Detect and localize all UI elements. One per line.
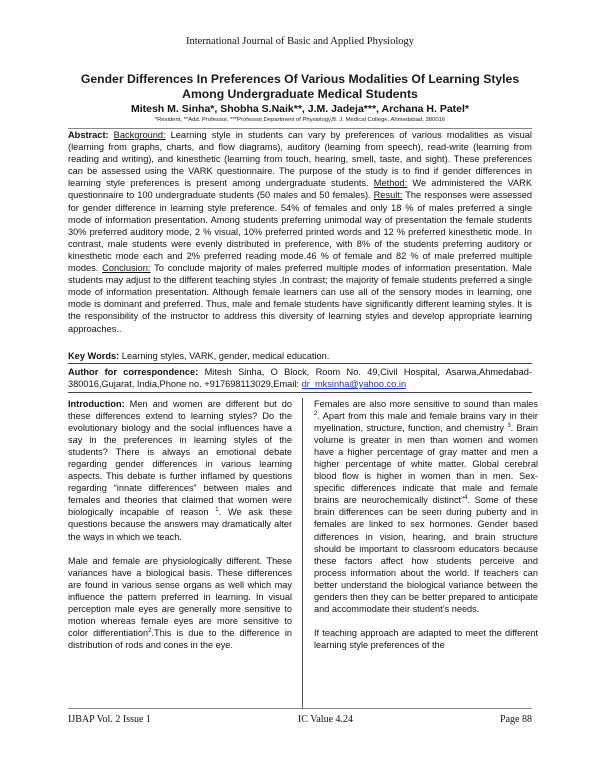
citation-3: 3	[507, 423, 511, 430]
abstract-label: Abstract:	[68, 130, 109, 140]
physiology-paragraph	[68, 555, 292, 651]
background-label: Background:	[113, 130, 166, 140]
footer-page-number: Page 88	[500, 714, 532, 725]
citation-4: 4	[464, 495, 468, 502]
right-column	[314, 398, 538, 706]
brain-text-b: . Apart from this male and female brains vary in their myelination, structure, function, and chemistry	[314, 411, 538, 434]
intro-paragraph	[68, 398, 292, 543]
correspondence-text: Mitesh Sinha, O Block, Room No. 49,Civil Hospital, Asarwa,Ahmedabad-380016,Gujarat, India,Phone no. +917698113029,Email:	[68, 367, 532, 390]
abstract-text	[68, 129, 532, 335]
column-divider	[302, 398, 303, 708]
intro-text-a: Men and women are different but do these differences extend to learning styles? Do the evolutionary biology and the social influences have a say in the preferences in learning styles of the students? There is always an emotional debate regarding gender differences in various learning aspects. This debate is further inflamed by questions regarding “innate differences” between males and females and theories that claimed that women were biologically incapable of reason	[68, 399, 292, 518]
brain-paragraph	[314, 398, 538, 615]
physiology-text-a: Male and female are physiologically different. These variances have a biological basis. These differences are found in various sense organs as well which may influence the pattern preferred in learning. In visual perception male eyes are generally more sensitive to motion whereas female eyes are more sensitive to color differentiation	[68, 555, 292, 638]
keywords-text: Learning styles, VARK, gender, medical education.	[119, 351, 330, 361]
background-text: Learning style in students can vary by preferences of various modalities as visual (learning from graphs, charts, and flow diagrams), auditory (learning from speech), read-write (learning from reading and writing), and kinesthetic (learning from touch, hearing, smell, taste, and sight). These preferences can be assessed using the VARK questionnaire. The purpose of the study is to find if gender differences in learning style preferences is present among undergraduate students.	[68, 130, 532, 189]
email-link[interactable]: dr_mksinha@yahoo.co.in	[301, 379, 407, 390]
conclusion-text: To conclude majority of males preferred multiple modes of information presentation. Male students may adjust to the different teaching styles .In contrast; the majority of female students preferred a single mode of information presentation. Although female learners can use all of the sensory modes in learning, one mode is dominant and preferred. Thus, male and female students have significantly different learning styles. It is the responsibility of the instructor to address this diversity of learning styles and develop appropriate learning approaches..	[68, 263, 532, 334]
method-label: Method:	[373, 178, 408, 189]
left-column	[68, 398, 292, 706]
footer-ic-value: IC Value 4.24	[297, 714, 354, 725]
paper-title: Gender Differences In Preferences Of Various Modalities Of Learning Styles Among Undergraduate Medical Students	[80, 72, 520, 101]
keywords-line	[68, 350, 532, 364]
teaching-paragraph: If teaching approach are adapted to meet the different learning style preferences of the	[314, 627, 538, 650]
conclusion-label: Conclusion:	[102, 263, 151, 274]
intro-text-b: . We ask these questions because the answers may dramatically alter the ways in which we teach.	[68, 507, 292, 542]
result-label: Result:	[373, 190, 403, 201]
introduction-heading: Introduction:	[68, 399, 125, 409]
method-text: We administered the VARK questionnaire to 100 undergraduate students (50 males and 50 females).	[68, 178, 532, 201]
brain-text-d: . Some of these brain differences can be seen during puberty and in females are linked to sex hormones. Gender based differences in vision, hearing, and brain structure should be important to classroom educators because these factors affect how students perceive and process information about the world. If teachers can better understand the biological variance between the genders then they can be better prepared to anticipate and accommodate their student’s needs.	[314, 495, 538, 614]
affiliations: *Resident, **Add. Professor, ***Professor,Department of Physiology,B. J. Medical College, Ahmedabad, 380016	[154, 117, 446, 123]
physiology-text-b: .This is due to the difference in distribution of rods and cones in the eye.	[68, 627, 292, 650]
abstract-section	[68, 128, 532, 350]
footer-journal-issue: IJBAP Vol. 2 Issue 1	[68, 714, 151, 725]
correspondence-block	[68, 366, 532, 393]
citation-2: 2	[148, 627, 152, 634]
correspondence-label: Author for correspondence:	[68, 367, 199, 377]
journal-header: International Journal of Basic and Applied Physiology	[185, 36, 415, 47]
footer-rule	[68, 708, 532, 709]
author-list: Mitesh M. Sinha*, Shobha S.Naik**, J.M. Jadeja***, Archana H. Patel*	[130, 103, 470, 115]
keywords-label: Key Words:	[68, 351, 120, 361]
page-footer	[68, 714, 532, 725]
citation-1: 1	[215, 507, 219, 514]
brain-text-a: Females are also more sensitive to sound than males	[314, 399, 538, 409]
brain-text-c: . Brain volume is greater in men than women and women have a higher percentage of gray matter and men a higher percentage of white matter. Global cerebral blood flow is higher in women than in men. Sex-specific differences indicate that male and female brains are neurochemically distinct”	[314, 423, 538, 506]
citation-2b: 2	[314, 410, 318, 417]
result-text: The responses were assessed for gender difference in learning style preference. 54% of females and only 18 % of males preferred a single mode of information presentation. Among students preferring unimodal way of presentation the female students 30% preferred auditory mode, 2 % visual, 10% preferred printed words and 12 % preferred kinesthetic mode. In contrast, male students were evenly distributed in preference, with 8% of the students preferring auditory or kinesthetic mode each and 2% preferred reading mode.46 % of female and 82 % of male preferred multiple modes.	[68, 190, 532, 274]
